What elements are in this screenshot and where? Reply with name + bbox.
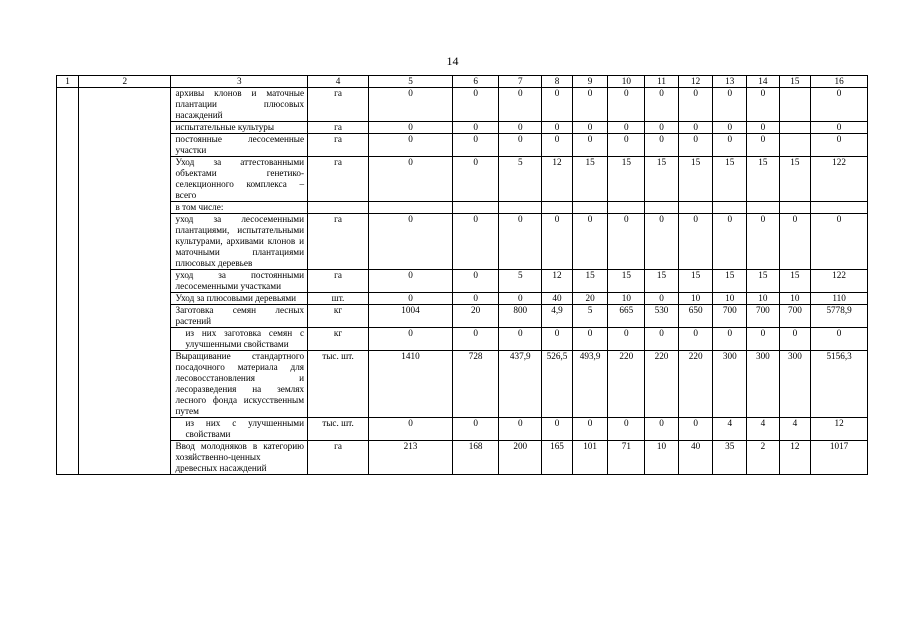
- value-cell: 0: [747, 122, 780, 134]
- value-cell: 0: [499, 418, 542, 441]
- cell-col-1: [57, 202, 79, 214]
- value-cell: 0: [453, 134, 499, 157]
- value-cell: 0: [572, 122, 608, 134]
- cell-col-1: [57, 270, 79, 293]
- value-cell: 0: [572, 134, 608, 157]
- value-cell: 1004: [368, 305, 452, 328]
- value-cell: 0: [779, 214, 811, 270]
- value-cell: 5: [572, 305, 608, 328]
- row-unit: кг: [308, 328, 369, 351]
- value-cell: 0: [368, 418, 452, 441]
- row-unit: тыс. шт.: [308, 351, 369, 418]
- value-cell: 0: [368, 157, 452, 202]
- cell-col-1: [57, 418, 79, 441]
- column-header: 8: [542, 76, 572, 88]
- value-cell: 0: [453, 122, 499, 134]
- value-cell: 4: [713, 418, 747, 441]
- table-row: [57, 214, 868, 270]
- value-cell: [678, 202, 713, 214]
- value-cell: 0: [645, 293, 679, 305]
- column-header: 2: [79, 76, 171, 88]
- column-header: 13: [713, 76, 747, 88]
- value-cell: 0: [747, 328, 780, 351]
- value-cell: 0: [678, 88, 713, 122]
- value-cell: 0: [645, 88, 679, 122]
- value-cell: 15: [572, 157, 608, 202]
- value-cell: 5: [499, 157, 542, 202]
- column-header: 10: [608, 76, 645, 88]
- table-row: [57, 328, 868, 351]
- cell-col-2: [79, 418, 171, 441]
- cell-col-2: [79, 202, 171, 214]
- value-cell: 40: [542, 293, 572, 305]
- row-unit: га: [308, 134, 369, 157]
- cell-col-2: [79, 214, 171, 270]
- table-row: [57, 134, 868, 157]
- cell-col-1: [57, 122, 79, 134]
- value-cell: 0: [747, 214, 780, 270]
- value-cell: 15: [713, 270, 747, 293]
- value-cell: 15: [608, 157, 645, 202]
- value-cell: 220: [645, 351, 679, 418]
- value-cell: 20: [453, 305, 499, 328]
- column-header: 5: [368, 76, 452, 88]
- column-header: 7: [499, 76, 542, 88]
- cell-col-2: [79, 270, 171, 293]
- value-cell: 0: [368, 328, 452, 351]
- row-unit: тыс. шт.: [308, 418, 369, 441]
- value-cell: 122: [811, 157, 868, 202]
- value-cell: 0: [645, 418, 679, 441]
- value-cell: [542, 202, 572, 214]
- value-cell: 0: [572, 418, 608, 441]
- value-cell: 15: [779, 270, 811, 293]
- value-cell: 5: [499, 270, 542, 293]
- row-label: постоянные лесосеменные участки: [171, 134, 308, 157]
- table-row: [57, 418, 868, 441]
- cell-col-2: [79, 441, 171, 475]
- value-cell: 0: [645, 134, 679, 157]
- value-cell: 530: [645, 305, 679, 328]
- row-label: в том числе:: [171, 202, 308, 214]
- row-label: из них с улучшенными свойствами: [171, 418, 308, 441]
- value-cell: 0: [713, 134, 747, 157]
- value-cell: 0: [453, 293, 499, 305]
- value-cell: [453, 202, 499, 214]
- row-unit: шт.: [308, 293, 369, 305]
- row-unit: га: [308, 270, 369, 293]
- page-number: 14: [446, 54, 459, 68]
- value-cell: 0: [453, 418, 499, 441]
- row-label: Выращивание стандартного посадочного материала для лесовосстановления и лесоразведения на землях лесного фонда искусственным путем: [171, 351, 308, 418]
- value-cell: [368, 202, 452, 214]
- value-cell: 12: [542, 270, 572, 293]
- value-cell: 0: [499, 293, 542, 305]
- cell-col-1: [57, 157, 79, 202]
- value-cell: 700: [747, 305, 780, 328]
- value-cell: 0: [572, 88, 608, 122]
- value-cell: 5778,9: [811, 305, 868, 328]
- row-label: Ввод молодняков в категорию хозяйственно-ценных древесных насаждений: [171, 441, 308, 475]
- value-cell: [747, 202, 780, 214]
- value-cell: [645, 202, 679, 214]
- value-cell: 110: [811, 293, 868, 305]
- value-cell: 0: [453, 214, 499, 270]
- value-cell: 122: [811, 270, 868, 293]
- row-label: Уход за аттестованными объектами генетико-селекционного комплекса – всего: [171, 157, 308, 202]
- cell-col-2: [79, 122, 171, 134]
- value-cell: 0: [453, 328, 499, 351]
- value-cell: 220: [608, 351, 645, 418]
- value-cell: 0: [608, 122, 645, 134]
- value-cell: 0: [811, 328, 868, 351]
- value-cell: 71: [608, 441, 645, 475]
- value-cell: 0: [713, 214, 747, 270]
- value-cell: 10: [747, 293, 780, 305]
- value-cell: 40: [678, 441, 713, 475]
- cell-col-1: [57, 305, 79, 328]
- value-cell: 15: [779, 157, 811, 202]
- value-cell: [608, 202, 645, 214]
- value-cell: 0: [542, 122, 572, 134]
- value-cell: 0: [713, 88, 747, 122]
- value-cell: [779, 202, 811, 214]
- value-cell: 15: [747, 270, 780, 293]
- value-cell: 2: [747, 441, 780, 475]
- row-unit: га: [308, 88, 369, 122]
- value-cell: 700: [713, 305, 747, 328]
- value-cell: 168: [453, 441, 499, 475]
- value-cell: 15: [713, 157, 747, 202]
- value-cell: 0: [608, 214, 645, 270]
- table-row: [57, 88, 868, 122]
- cell-col-1: [57, 328, 79, 351]
- value-cell: 0: [811, 122, 868, 134]
- row-unit: га: [308, 441, 369, 475]
- table-row: [57, 157, 868, 202]
- value-cell: 0: [368, 214, 452, 270]
- value-cell: 0: [542, 328, 572, 351]
- value-cell: 12: [542, 157, 572, 202]
- value-cell: 300: [713, 351, 747, 418]
- value-cell: 10: [779, 293, 811, 305]
- row-label: уход за лесосеменными плантациями, испытательными культурами, архивами клонов и маточными плантациями плюсовых деревьев: [171, 214, 308, 270]
- column-header: 9: [572, 76, 608, 88]
- table-row: [57, 293, 868, 305]
- value-cell: 0: [678, 418, 713, 441]
- value-cell: 165: [542, 441, 572, 475]
- value-cell: [572, 202, 608, 214]
- row-unit: га: [308, 157, 369, 202]
- table-row: [57, 202, 868, 214]
- cell-col-1: [57, 441, 79, 475]
- value-cell: 0: [499, 214, 542, 270]
- value-cell: 0: [542, 418, 572, 441]
- value-cell: 35: [713, 441, 747, 475]
- value-cell: 10: [678, 293, 713, 305]
- cell-col-2: [79, 134, 171, 157]
- value-cell: 15: [608, 270, 645, 293]
- value-cell: 0: [811, 134, 868, 157]
- value-cell: 1017: [811, 441, 868, 475]
- column-header: 16: [811, 76, 868, 88]
- value-cell: 15: [678, 270, 713, 293]
- value-cell: 0: [572, 328, 608, 351]
- cell-col-1: [57, 134, 79, 157]
- value-cell: 15: [678, 157, 713, 202]
- value-cell: 0: [747, 88, 780, 122]
- value-cell: [779, 88, 811, 122]
- row-unit: га: [308, 122, 369, 134]
- value-cell: [499, 202, 542, 214]
- table-row: [57, 122, 868, 134]
- value-cell: 0: [499, 328, 542, 351]
- cell-col-1: [57, 214, 79, 270]
- value-cell: 0: [542, 88, 572, 122]
- value-cell: 728: [453, 351, 499, 418]
- value-cell: 4: [779, 418, 811, 441]
- value-cell: 4: [747, 418, 780, 441]
- cell-col-1: [57, 351, 79, 418]
- value-cell: 15: [645, 157, 679, 202]
- value-cell: 0: [645, 214, 679, 270]
- row-unit: кг: [308, 305, 369, 328]
- value-cell: 0: [368, 134, 452, 157]
- value-cell: 800: [499, 305, 542, 328]
- value-cell: 200: [499, 441, 542, 475]
- row-unit: [308, 202, 369, 214]
- value-cell: 10: [645, 441, 679, 475]
- value-cell: [811, 202, 868, 214]
- value-cell: 101: [572, 441, 608, 475]
- column-header: 4: [308, 76, 369, 88]
- cell-col-2: [79, 293, 171, 305]
- row-label: испытательные культуры: [171, 122, 308, 134]
- column-header: 3: [171, 76, 308, 88]
- value-cell: 0: [453, 88, 499, 122]
- table-row: [57, 270, 868, 293]
- value-cell: 0: [453, 157, 499, 202]
- cell-col-2: [79, 328, 171, 351]
- value-cell: 0: [747, 134, 780, 157]
- value-cell: 0: [368, 88, 452, 122]
- value-cell: 1410: [368, 351, 452, 418]
- value-cell: [779, 134, 811, 157]
- value-cell: 0: [779, 328, 811, 351]
- value-cell: 10: [713, 293, 747, 305]
- value-cell: 15: [645, 270, 679, 293]
- value-cell: 15: [747, 157, 780, 202]
- value-cell: 493,9: [572, 351, 608, 418]
- value-cell: 213: [368, 441, 452, 475]
- cell-col-1: [57, 293, 79, 305]
- column-header: 12: [678, 76, 713, 88]
- value-cell: [779, 122, 811, 134]
- value-cell: 0: [608, 328, 645, 351]
- value-cell: 0: [572, 214, 608, 270]
- value-cell: 300: [747, 351, 780, 418]
- value-cell: 700: [779, 305, 811, 328]
- value-cell: 0: [368, 270, 452, 293]
- table-header-row: [57, 76, 868, 88]
- row-label: уход за постоянными лесосеменными участками: [171, 270, 308, 293]
- value-cell: 0: [453, 270, 499, 293]
- column-header: 1: [57, 76, 79, 88]
- value-cell: 0: [499, 122, 542, 134]
- value-cell: 4,9: [542, 305, 572, 328]
- value-cell: 0: [713, 328, 747, 351]
- value-cell: 0: [499, 88, 542, 122]
- value-cell: 0: [608, 418, 645, 441]
- cell-col-2: [79, 157, 171, 202]
- value-cell: 0: [645, 122, 679, 134]
- data-table: [56, 75, 868, 475]
- cell-col-1: [57, 88, 79, 122]
- row-label: Уход за плюсовыми деревьями: [171, 293, 308, 305]
- value-cell: 15: [572, 270, 608, 293]
- value-cell: 0: [368, 122, 452, 134]
- value-cell: 0: [499, 134, 542, 157]
- row-label: Заготовка семян лесных растений: [171, 305, 308, 328]
- column-header: 6: [453, 76, 499, 88]
- cell-col-2: [79, 351, 171, 418]
- value-cell: 437,9: [499, 351, 542, 418]
- value-cell: 5156,3: [811, 351, 868, 418]
- value-cell: 0: [678, 122, 713, 134]
- value-cell: 526,5: [542, 351, 572, 418]
- row-label: из них заготовка семян с улучшенными свойствами: [171, 328, 308, 351]
- value-cell: 300: [779, 351, 811, 418]
- value-cell: 0: [678, 328, 713, 351]
- table-row: [57, 351, 868, 418]
- value-cell: 12: [811, 418, 868, 441]
- cell-col-2: [79, 88, 171, 122]
- column-header: 15: [779, 76, 811, 88]
- value-cell: 20: [572, 293, 608, 305]
- value-cell: 12: [779, 441, 811, 475]
- cell-col-2: [79, 305, 171, 328]
- table-row: [57, 305, 868, 328]
- value-cell: 665: [608, 305, 645, 328]
- value-cell: 0: [368, 293, 452, 305]
- value-cell: 0: [678, 214, 713, 270]
- table-row: [57, 441, 868, 475]
- value-cell: 0: [645, 328, 679, 351]
- value-cell: 10: [608, 293, 645, 305]
- value-cell: 0: [608, 88, 645, 122]
- row-unit: га: [308, 214, 369, 270]
- row-label: архивы клонов и маточные плантации плюсовых насаждений: [171, 88, 308, 122]
- column-header: 14: [747, 76, 780, 88]
- value-cell: 0: [542, 134, 572, 157]
- value-cell: 0: [678, 134, 713, 157]
- value-cell: 0: [608, 134, 645, 157]
- value-cell: 0: [811, 214, 868, 270]
- value-cell: 650: [678, 305, 713, 328]
- value-cell: 0: [811, 88, 868, 122]
- column-header: 11: [645, 76, 679, 88]
- value-cell: 0: [542, 214, 572, 270]
- value-cell: 0: [713, 122, 747, 134]
- value-cell: [713, 202, 747, 214]
- value-cell: 220: [678, 351, 713, 418]
